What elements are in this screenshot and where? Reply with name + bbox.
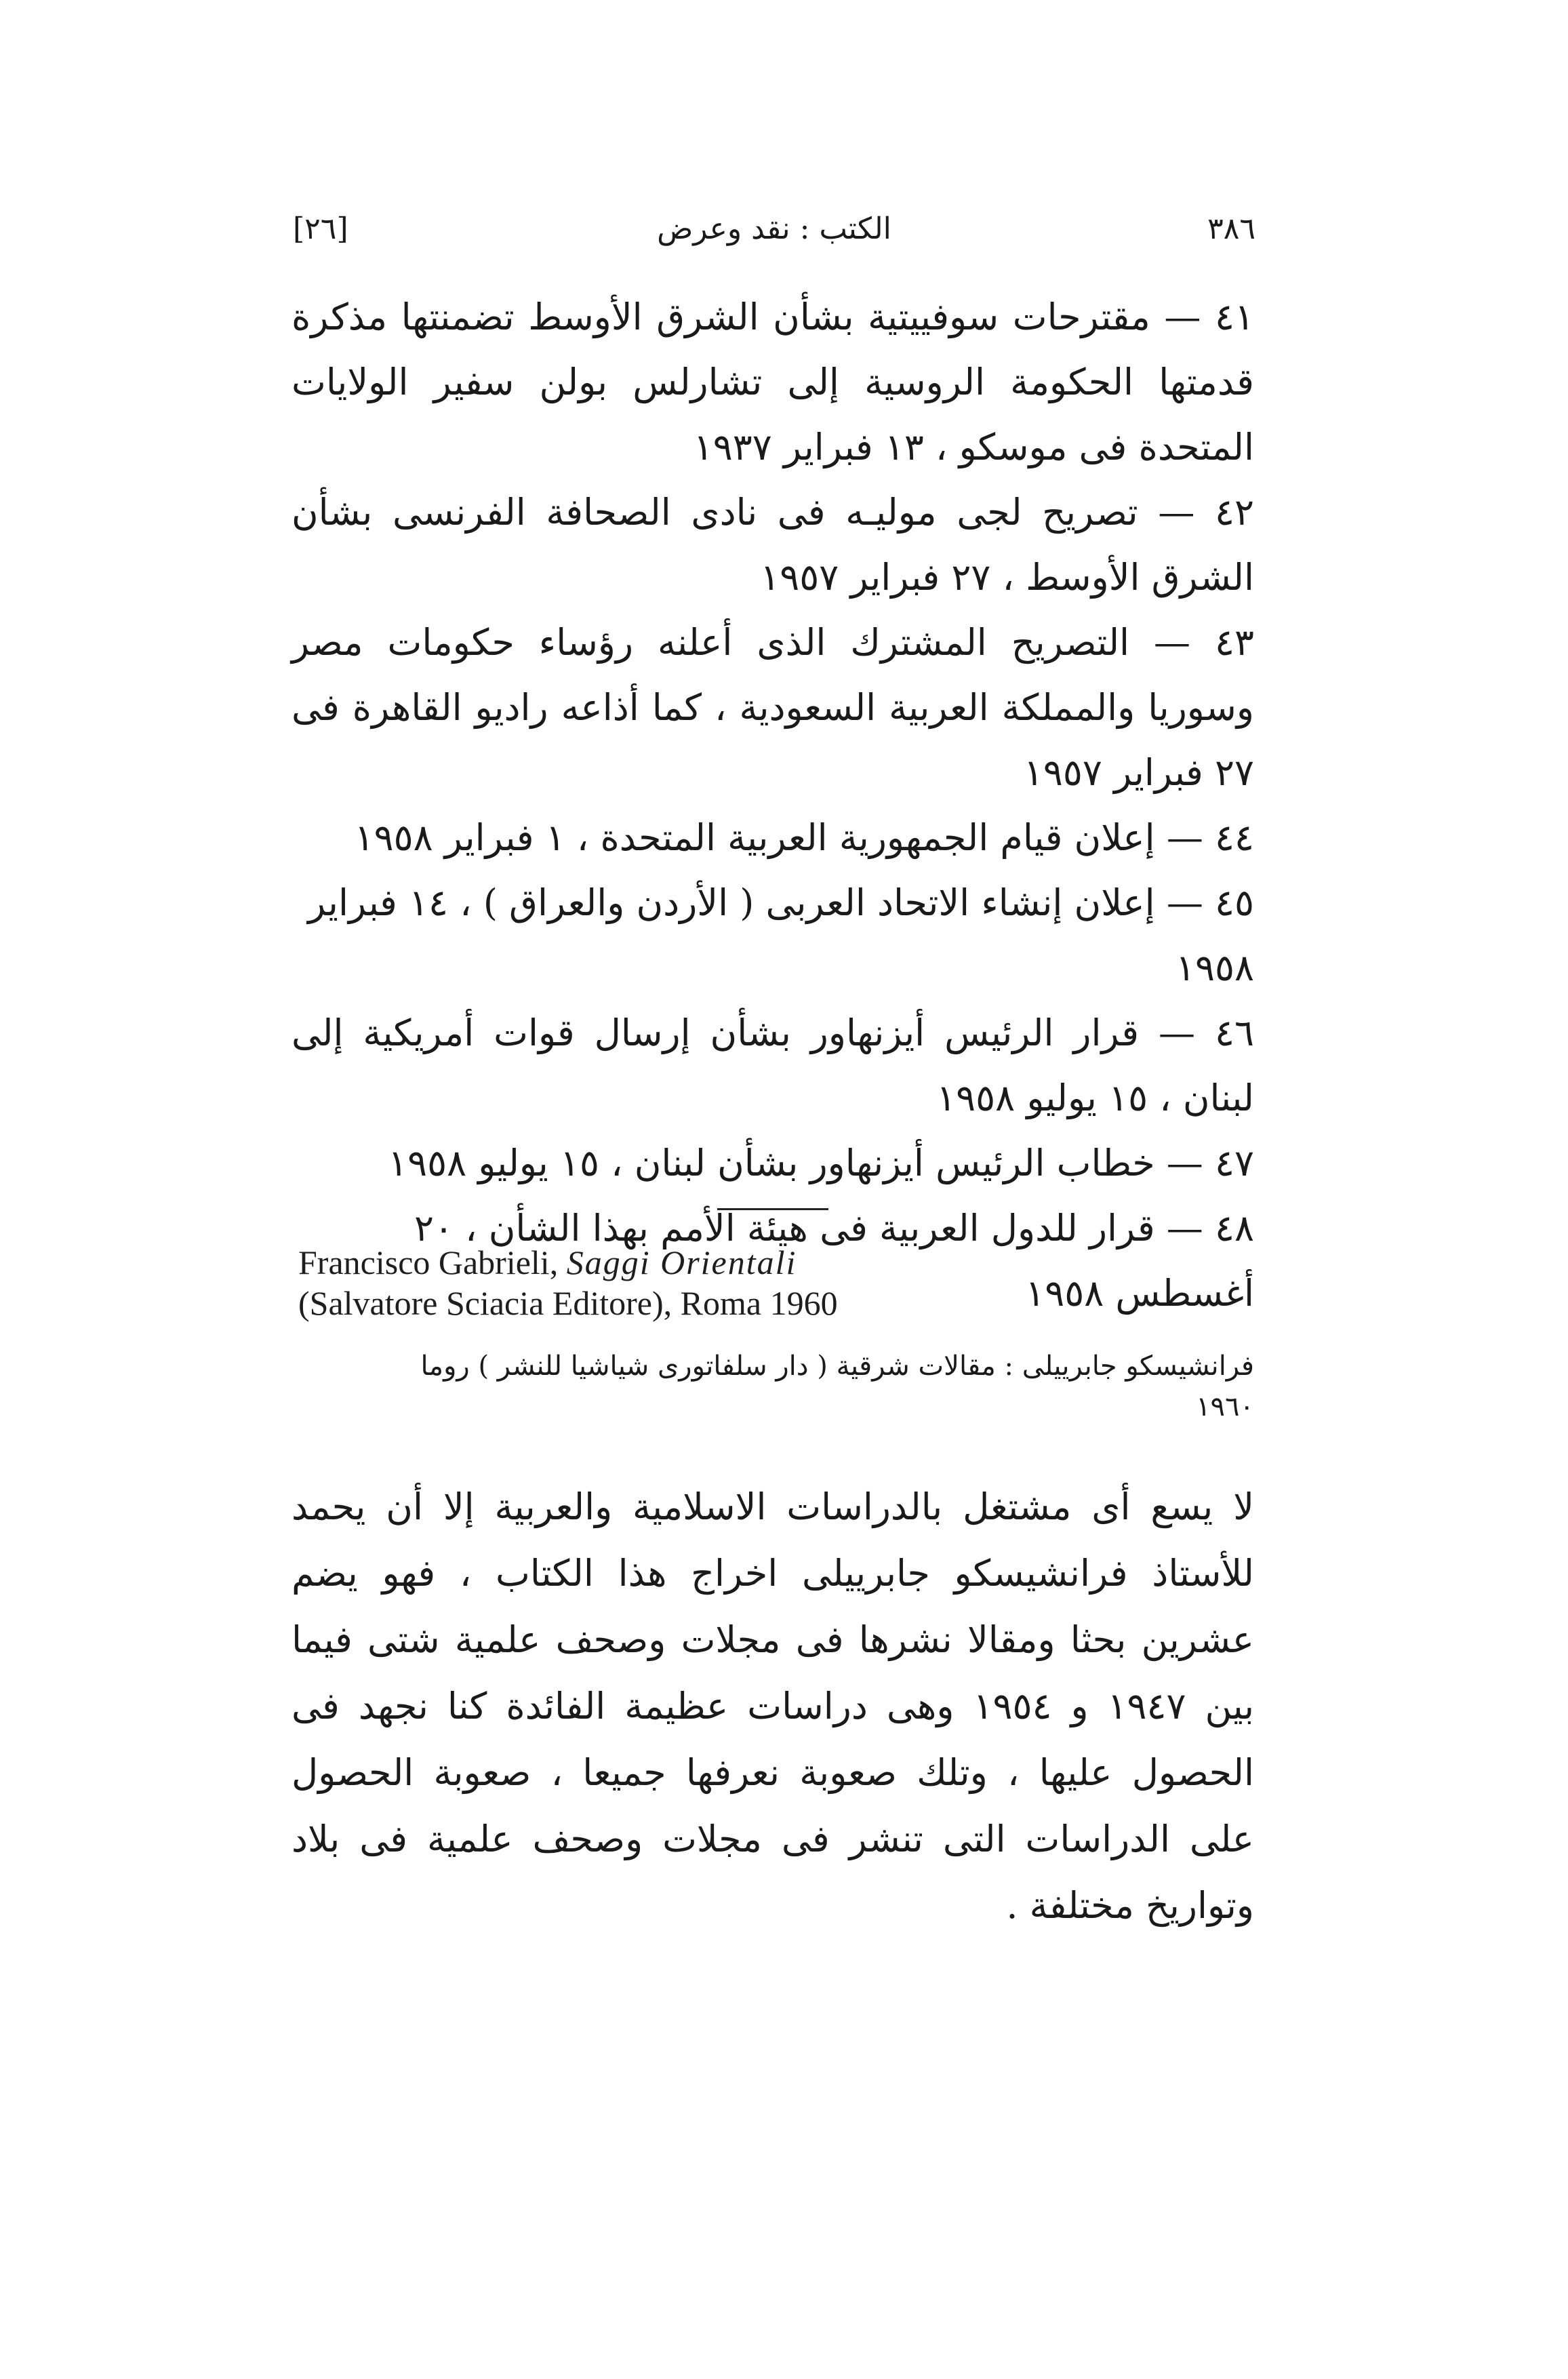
list-item: ٤٢ — تصريح لجى موليـه فى نادى الصحافة الفرنسى بشأن الشرق الأوسط ، ٢٧ فبراير ١٩٥٧ (292, 491, 1254, 599)
citation-title: Saggi Orientali (566, 1243, 797, 1281)
citation-arabic: فرانشيسكو جابرييلى : مقالات شرقية ( دار سلفاتورى شياشيا للنشر ) روما ١٩٦٠ (420, 1351, 1254, 1422)
section-number: [٢٦] (293, 212, 348, 246)
document-list (292, 285, 1254, 1326)
list-item: ٤٨ — قرار للدول العربية فى هيئة الأمم بهذا الشأن ، ٢٠ أغسطس ١٩٥٨ (414, 1207, 1254, 1315)
section-divider (717, 1208, 828, 1210)
list-item: ٤٧ — خطاب الرئيس أيزنهاور بشأن لبنان ، ١٥ يوليو ١٩٥٨ (388, 1142, 1254, 1184)
page-number: ٣٨٦ (1207, 212, 1255, 246)
citation-publisher: (Salvatore Sciacia Editore), Roma 1960 (298, 1284, 838, 1322)
list-item: ٤١ — مقترحات سوفييتية بشأن الشرق الأوسط تضمنتها مذكرة قدمتها الحكومة الروسية إلى تشارلس بولن سفير الولايات المتحدة فى موسكو ، ١٣ فبراير ١٩٣٧ (292, 296, 1254, 468)
running-head (293, 212, 1255, 252)
list-item: ٤٥ — إعلان إنشاء الاتحاد العربى ( الأردن والعراق ) ، ١٤ فبراير ١٩٥٨ (308, 881, 1254, 989)
review-paragraph: لا يسع أى مشتغل بالدراسات الاسلامية والعربية إلا أن يحمد للأستاذ فرانشيسكو جابرييلى اخراج هذا الكتاب ، فهو يضم عشرين بحثا ومقالا نشرها فى مجلات وصحف علمية شتى فيما بين ١٩٤٧ و ١٩٥٤ وهى دراسات عظيمة الفائدة كنا نجهد فى الحصول عليها ، وتلك صعوبة نعرفها جميعا ، صعوبة الحصول على الدراسات التى تنشر فى مجلات وصحف علمية فى بلاد وتواريخ مختلفة . (292, 1485, 1254, 1927)
list-item: ٤٦ — قرار الرئيس أيزنهاور بشأن إرسال قوات أمريكية إلى لبنان ، ١٥ يوليو ١٩٥٨ (292, 1012, 1254, 1119)
list-item: ٤٣ — التصريح المشترك الذى أعلنه رؤساء حكومات مصر وسوريا والمملكة العربية السعودية ، كما أذاعه راديو القاهرة فى ٢٧ فبراير ١٩٥٧ (292, 621, 1254, 794)
list-item: ٤٤ — إعلان قيام الجمهورية العربية المتحدة ، ١ فبراير ١٩٥٨ (354, 816, 1254, 859)
citation-author: Francisco Gabrieli, (298, 1243, 559, 1281)
running-title: الكتب : نقد وعرض (657, 212, 891, 246)
book-citation (298, 1242, 1247, 1323)
